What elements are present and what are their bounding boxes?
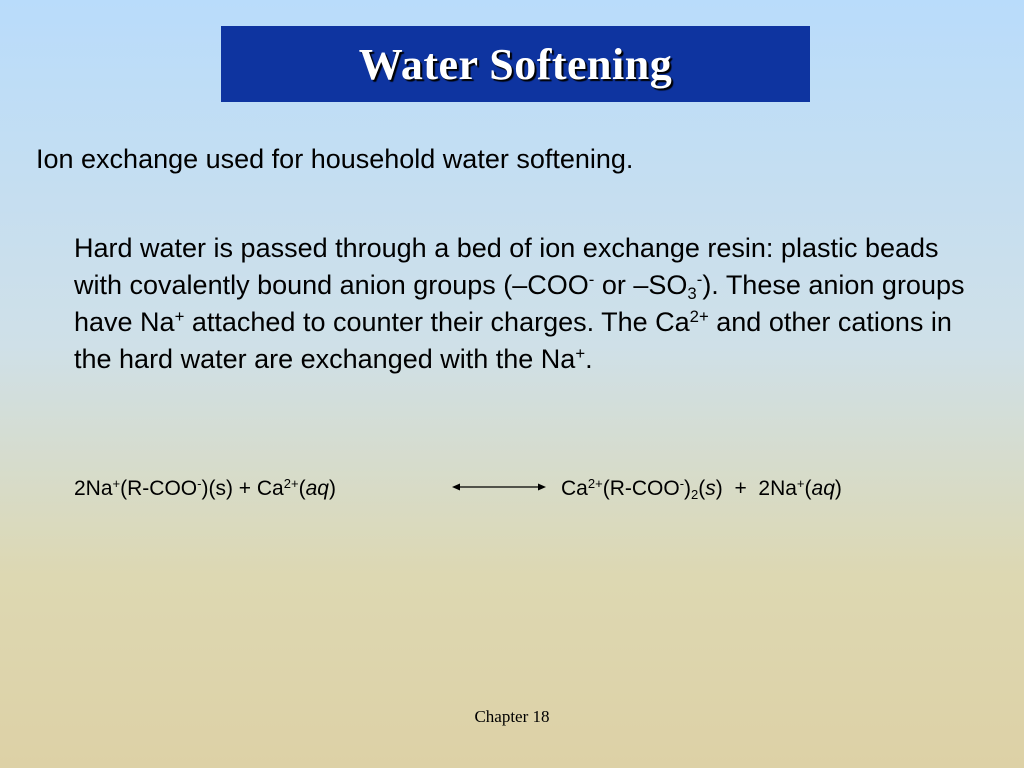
para-text-2: or –SO — [594, 270, 688, 300]
para-text-3: ). These anion groups have Na — [74, 270, 965, 337]
eq-right-c-sub: 2 — [691, 486, 699, 502]
para-sup-5: + — [575, 343, 586, 363]
eq-right-d: ( — [698, 477, 706, 500]
para-text-5: and other cations in the hard water are exchanged with the Na — [74, 307, 952, 374]
eq-right-a: Ca — [561, 477, 588, 500]
eq-right-f-it: aq — [811, 477, 835, 500]
body-paragraph — [74, 230, 994, 378]
para-sub-2: 3 — [687, 284, 697, 304]
eq-right-b-sup: - — [679, 475, 685, 491]
para-text-1: Hard water is passed through a bed of ion exchange resin: plastic beads with covalently bound anion groups (–COO — [74, 233, 939, 300]
lead-text: Ion exchange used for household water softening. — [36, 144, 634, 174]
eq-right-a-sup: 2+ — [587, 475, 603, 491]
double-arrow-icon — [452, 480, 546, 494]
eq-left-b: (R-COO — [120, 477, 198, 500]
para-sup-2: - — [696, 269, 703, 289]
para-text-6: . — [585, 344, 593, 374]
eq-right-e-sup: + — [796, 475, 805, 491]
eq-left-b-sup: - — [197, 475, 202, 491]
para-sup-4: 2+ — [689, 306, 709, 326]
eq-left-c: )(s) + Ca — [201, 477, 284, 500]
eq-right-c: ) — [684, 477, 692, 500]
eq-right-b: (R-COO — [602, 477, 680, 500]
eq-right-g: ) — [834, 477, 842, 500]
slide-title: Water Softening — [358, 39, 673, 89]
eq-left-d-it: aq — [305, 477, 329, 500]
equation-products — [561, 474, 842, 504]
para-sup-3: + — [174, 306, 185, 326]
eq-left-d: ( — [298, 477, 306, 500]
eq-right-f: ( — [804, 477, 812, 500]
equation-reactants — [74, 474, 336, 504]
footer-chapter: Chapter 18 — [474, 707, 550, 726]
eq-left-a-sup: + — [112, 475, 121, 491]
eq-left-c-sup: 2+ — [283, 475, 299, 491]
eq-left-a: 2Na — [74, 477, 113, 500]
eq-left-e: ) — [328, 477, 336, 500]
title-banner — [221, 26, 810, 102]
eq-right-e: ) + 2Na — [715, 477, 797, 500]
para-sup-1: - — [588, 269, 595, 289]
para-text-4: attached to counter their charges. The Ca — [184, 307, 690, 337]
eq-right-d-it: s — [705, 477, 716, 500]
